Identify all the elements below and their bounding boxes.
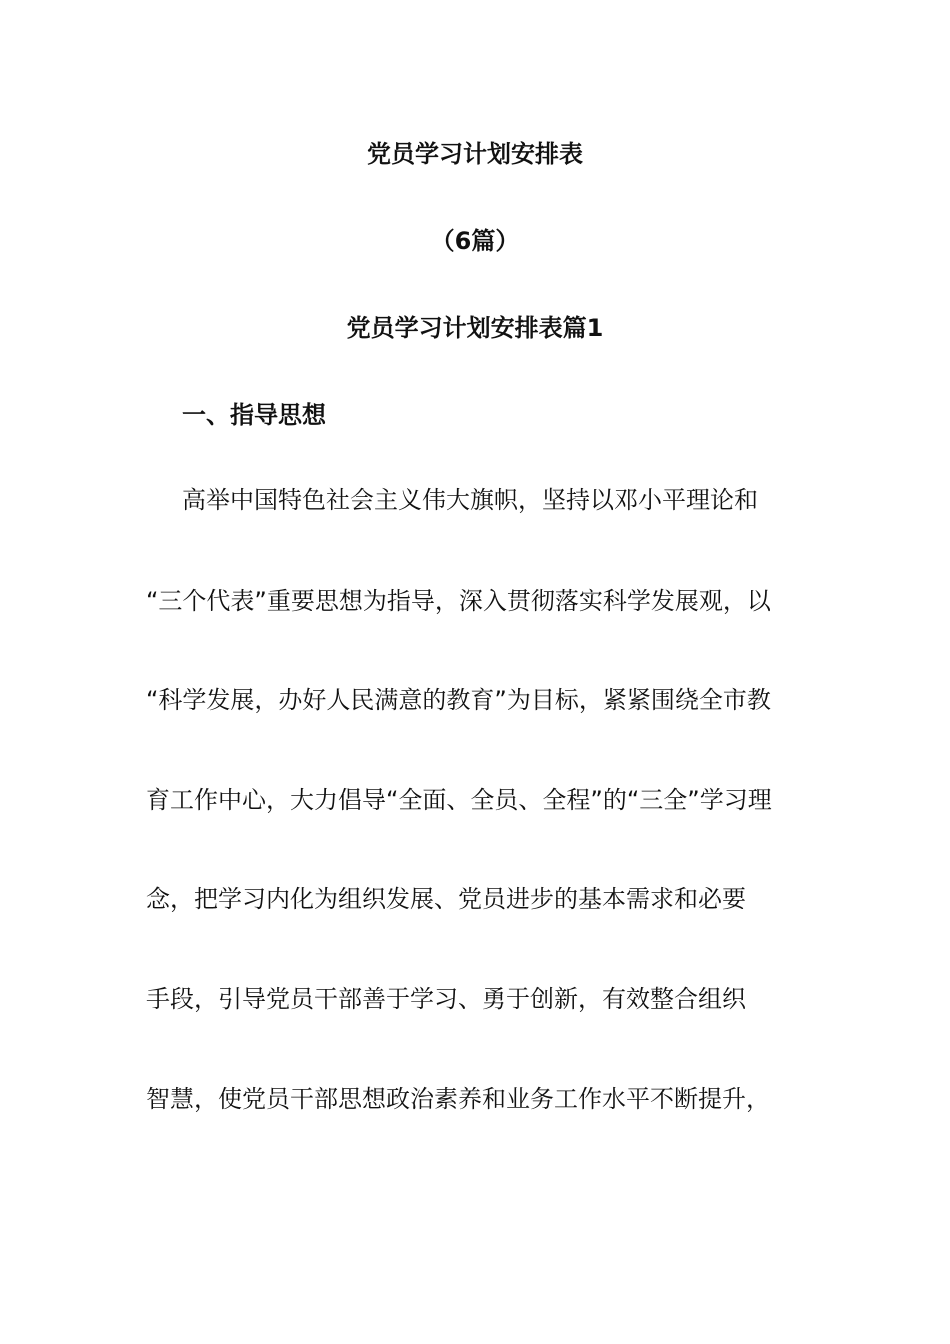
section-heading: 一、指导思想 [182,401,326,429]
document-title: 党员学习计划安排表 [367,140,583,168]
paragraph-line: 念，把学习内化为组织发展、党员进步的基本需求和必要 [146,885,746,913]
paragraph-line: 高举中国特色社会主义伟大旗帜，坚持以邓小平理论和 [182,486,758,514]
document-subtitle: （6篇） [430,227,520,255]
section-title: 党员学习计划安排表篇1 [346,314,604,342]
paragraph-line: 智慧，使党员干部思想政治素养和业务工作水平不断提升， [146,1085,770,1113]
paragraph-line: 手段，引导党员干部善于学习、勇于创新，有效整合组织 [146,985,746,1013]
paragraph-line: “三个代表”重要思想为指导，深入贯彻落实科学发展观，以 [146,587,771,615]
paragraph-line: “科学发展，办好人民满意的教育”为目标，紧紧围绕全市教 [146,686,771,714]
paragraph-line: 育工作中心，大力倡导“全面、全员、全程”的“三全”学习理 [146,786,772,814]
